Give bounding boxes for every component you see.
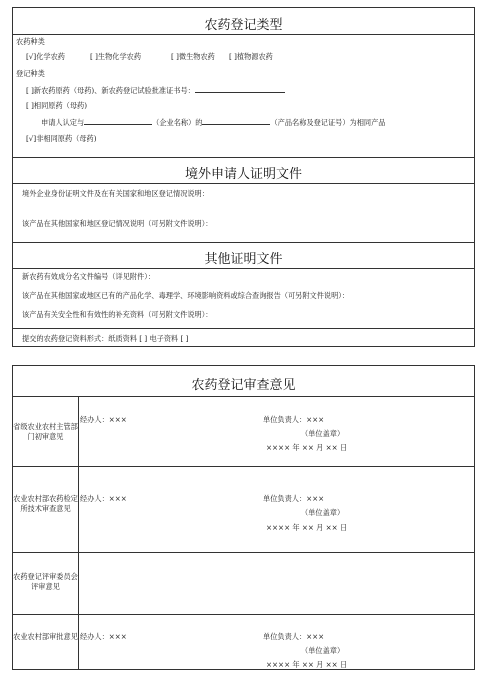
checkbox-botanical[interactable]: [ ] xyxy=(229,52,237,61)
reg-new-text: [ ]新农药原药（母药)、新农药登记试验批准证书号： xyxy=(26,86,195,95)
section-title-review: 农药登记审查意见 xyxy=(191,378,296,393)
category-label: 农药种类 xyxy=(16,37,45,46)
section-title-other: 其他证明文件 xyxy=(204,252,283,267)
section-title-registration-type: 农药登记类型 xyxy=(204,18,283,33)
overseas-line-1: 境外企业身份证明文件及在有关国家和地区登记情况说明： xyxy=(22,189,209,198)
date-provincial: ×××× 年 ×× 月 ×× 日 xyxy=(266,443,348,452)
category-microbial[interactable] xyxy=(171,52,215,61)
category-botanical[interactable] xyxy=(229,52,273,61)
date-icama: ×××× 年 ×× 月 ×× 日 xyxy=(266,523,348,532)
divider xyxy=(13,466,474,467)
label-microbial: 微生物农药 xyxy=(178,52,215,61)
submit-form-line: 提交的农药登记资料形式：纸质资料 [ ] 电子资料 [ ] xyxy=(22,334,189,343)
row-label-committee: 农药登记评审委员会评审意见 xyxy=(13,572,78,591)
seal-ministry: （单位盖章） xyxy=(301,646,345,655)
divider xyxy=(13,614,474,615)
other-line-1: 新农药有效成分名文件编号（详见附件）： xyxy=(22,272,155,281)
section-title-overseas: 境外申请人证明文件 xyxy=(184,167,302,182)
reg-type-label: 登记种类 xyxy=(16,69,45,78)
label-chemical: 化学农药 xyxy=(36,52,65,61)
chief-icama: 单位负责人：××× xyxy=(263,494,325,503)
checkbox-biochemical[interactable]: [ ] xyxy=(90,52,98,61)
applicant-prefix: 申请人认定与 xyxy=(41,118,85,127)
divider xyxy=(13,157,474,158)
row-label-ministry: 农业农村部审批意见 xyxy=(13,632,78,641)
row-label-provincial: 省级农业农村主管部门初审意见 xyxy=(13,422,78,441)
reg-same-option[interactable]: [ ]相同原药（母药) xyxy=(26,101,88,110)
reg-new-line xyxy=(26,85,285,95)
divider xyxy=(13,242,474,243)
divider xyxy=(13,552,474,553)
label-botanical: 植物源农药 xyxy=(236,52,273,61)
row-label-icama: 农业农村部农药检定所技术审查意见 xyxy=(13,494,78,513)
date-ministry: ×××× 年 ×× 月 ×× 日 xyxy=(266,660,348,669)
divider xyxy=(13,328,474,329)
divider xyxy=(13,183,474,184)
review-opinion-table xyxy=(12,365,475,670)
handler-icama: 经办人：××× xyxy=(80,494,127,503)
company-name-field[interactable] xyxy=(84,117,152,125)
divider xyxy=(13,396,474,397)
product-name-field[interactable] xyxy=(202,117,270,125)
checkbox-chemical[interactable]: [√] xyxy=(26,52,37,61)
checkbox-microbial[interactable]: [ ] xyxy=(171,52,179,61)
chief-provincial: 单位负责人：××× xyxy=(263,415,325,424)
registration-info-table xyxy=(12,7,475,347)
applicant-line xyxy=(41,117,385,127)
seal-provincial: （单位盖章） xyxy=(301,429,345,438)
certificate-number-field[interactable] xyxy=(195,85,285,93)
chief-ministry: 单位负责人：××× xyxy=(263,632,325,641)
seal-icama: （单位盖章） xyxy=(301,508,345,517)
handler-ministry: 经办人：××× xyxy=(80,632,127,641)
applicant-mid: （企业名称）的 xyxy=(152,118,203,127)
category-biochemical[interactable] xyxy=(90,52,141,61)
other-line-3: 该产品有关安全性和有效性的补充资料（可另附文件说明）： xyxy=(22,310,213,319)
reg-nonsame-option[interactable]: [√]非相同原药（母药) xyxy=(26,134,97,143)
label-biochemical: 生物化学农药 xyxy=(97,52,142,61)
divider xyxy=(13,268,474,269)
overseas-line-2: 该产品在其他国家和地区登记情况说明（可另附文件说明）： xyxy=(22,219,213,228)
other-line-2: 该产品在其他国家或地区已有的产品化学、毒理学、环境影响资料或综合查询报告（可另附文件说明）： xyxy=(22,291,350,300)
divider xyxy=(13,34,474,35)
handler-provincial: 经办人：××× xyxy=(80,415,127,424)
applicant-suffix: （产品名称及登记证号）为相同产品 xyxy=(270,118,386,127)
column-divider xyxy=(78,396,79,669)
category-chemical[interactable] xyxy=(26,52,65,61)
